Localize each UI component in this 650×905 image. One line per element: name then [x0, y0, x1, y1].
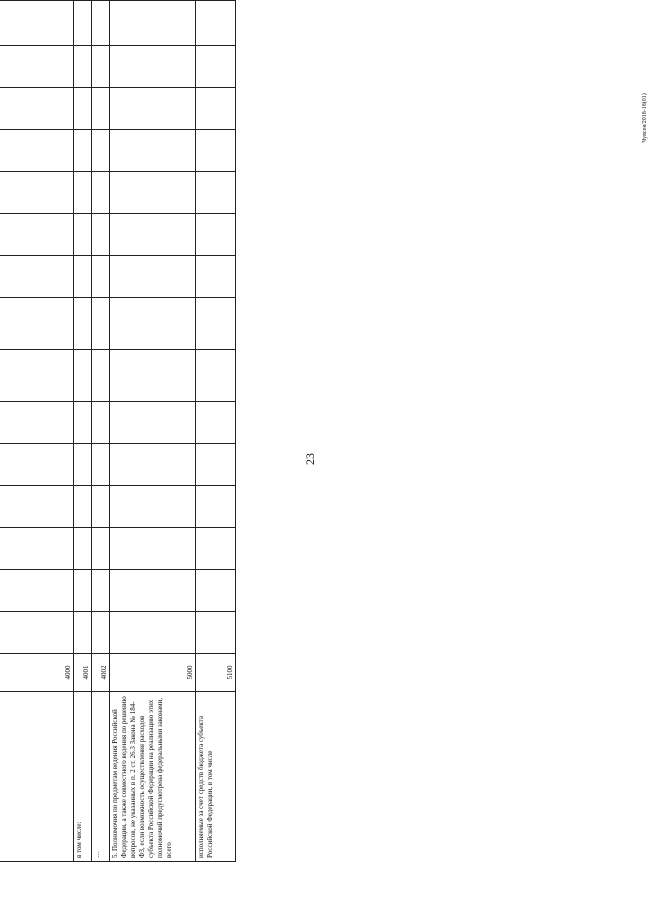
value-cell [110, 130, 196, 172]
value-cell [74, 350, 92, 402]
value-cell [92, 570, 110, 612]
row-name-cell: 5. Полномочия по предметам ведения Российской Федерации, а также совместного ведения по решению вопросов, не указанных в п. 2 ст. 26.3 Закона № 184-ФЗ, если возможность осуществления расходов субъекта Российской Федерации на реализацию этих полномочий предусмотрена федеральными законами, всего [110, 692, 196, 862]
value-cell [0, 130, 74, 172]
value-cell [92, 1, 110, 46]
table-row [74, 1, 92, 862]
table-body [0, 1, 236, 862]
rotated-table-sheet [0, 1, 234, 862]
value-cell [110, 172, 196, 214]
value-cell [110, 46, 196, 88]
value-cell [92, 46, 110, 88]
value-cell [110, 612, 196, 654]
value-cell [74, 46, 92, 88]
document-code: Чувсея/2018-18(01) [642, 93, 648, 143]
row-code-cell: 4001 [74, 654, 92, 692]
value-cell [196, 298, 236, 350]
value-cell [92, 256, 110, 298]
value-cell [74, 88, 92, 130]
value-cell [92, 298, 110, 350]
expenditure-table [0, 0, 236, 862]
value-cell [110, 402, 196, 444]
value-cell [110, 298, 196, 350]
value-cell [196, 46, 236, 88]
value-cell [92, 486, 110, 528]
value-cell [0, 528, 74, 570]
value-cell [196, 214, 236, 256]
value-cell [74, 528, 92, 570]
value-cell [92, 88, 110, 130]
value-cell [110, 214, 196, 256]
value-cell [74, 486, 92, 528]
value-cell [92, 350, 110, 402]
value-cell [196, 570, 236, 612]
value-cell [92, 444, 110, 486]
value-cell [110, 528, 196, 570]
value-cell [196, 402, 236, 444]
row-name-cell: исполняемые за счет средств бюджета субъекта Российской Федерации, в том числе [196, 692, 236, 862]
value-cell [74, 172, 92, 214]
value-cell [74, 130, 92, 172]
value-cell [110, 486, 196, 528]
page-number: 23 [303, 453, 317, 465]
value-cell [74, 214, 92, 256]
value-cell [92, 214, 110, 256]
value-cell [0, 570, 74, 612]
value-cell [74, 1, 92, 46]
value-cell [0, 402, 74, 444]
value-cell [110, 256, 196, 298]
value-cell [74, 612, 92, 654]
value-cell [110, 444, 196, 486]
row-code-cell: 5000 [110, 654, 196, 692]
value-cell [196, 528, 236, 570]
row-name-cell: в том числе: [74, 692, 92, 862]
value-cell [196, 486, 236, 528]
value-cell [110, 350, 196, 402]
value-cell [110, 570, 196, 612]
value-cell [74, 402, 92, 444]
value-cell [0, 486, 74, 528]
table-row [92, 1, 110, 862]
value-cell [74, 298, 92, 350]
table-row [110, 1, 196, 862]
value-cell [110, 1, 196, 46]
value-cell [0, 444, 74, 486]
value-cell [92, 612, 110, 654]
value-cell [92, 130, 110, 172]
value-cell [196, 256, 236, 298]
value-cell [92, 402, 110, 444]
value-cell [74, 256, 92, 298]
value-cell [196, 444, 236, 486]
value-cell [196, 350, 236, 402]
row-name-cell [0, 692, 74, 862]
table-row [196, 1, 236, 862]
value-cell [196, 1, 236, 46]
value-cell [0, 88, 74, 130]
row-code-cell: 4000 [0, 654, 74, 692]
value-cell [196, 88, 236, 130]
value-cell [0, 46, 74, 88]
value-cell [92, 528, 110, 570]
value-cell [110, 88, 196, 130]
value-cell [0, 612, 74, 654]
value-cell [0, 214, 74, 256]
row-code-cell: 4002 [92, 654, 110, 692]
value-cell [0, 298, 74, 350]
table-row [0, 1, 74, 862]
row-code-cell: 5100 [196, 654, 236, 692]
value-cell [74, 570, 92, 612]
value-cell [0, 256, 74, 298]
value-cell [196, 172, 236, 214]
row-name-cell: … [92, 692, 110, 862]
value-cell [196, 612, 236, 654]
value-cell [74, 444, 92, 486]
value-cell [0, 350, 74, 402]
value-cell [92, 172, 110, 214]
value-cell [0, 1, 74, 46]
value-cell [0, 172, 74, 214]
value-cell [196, 130, 236, 172]
